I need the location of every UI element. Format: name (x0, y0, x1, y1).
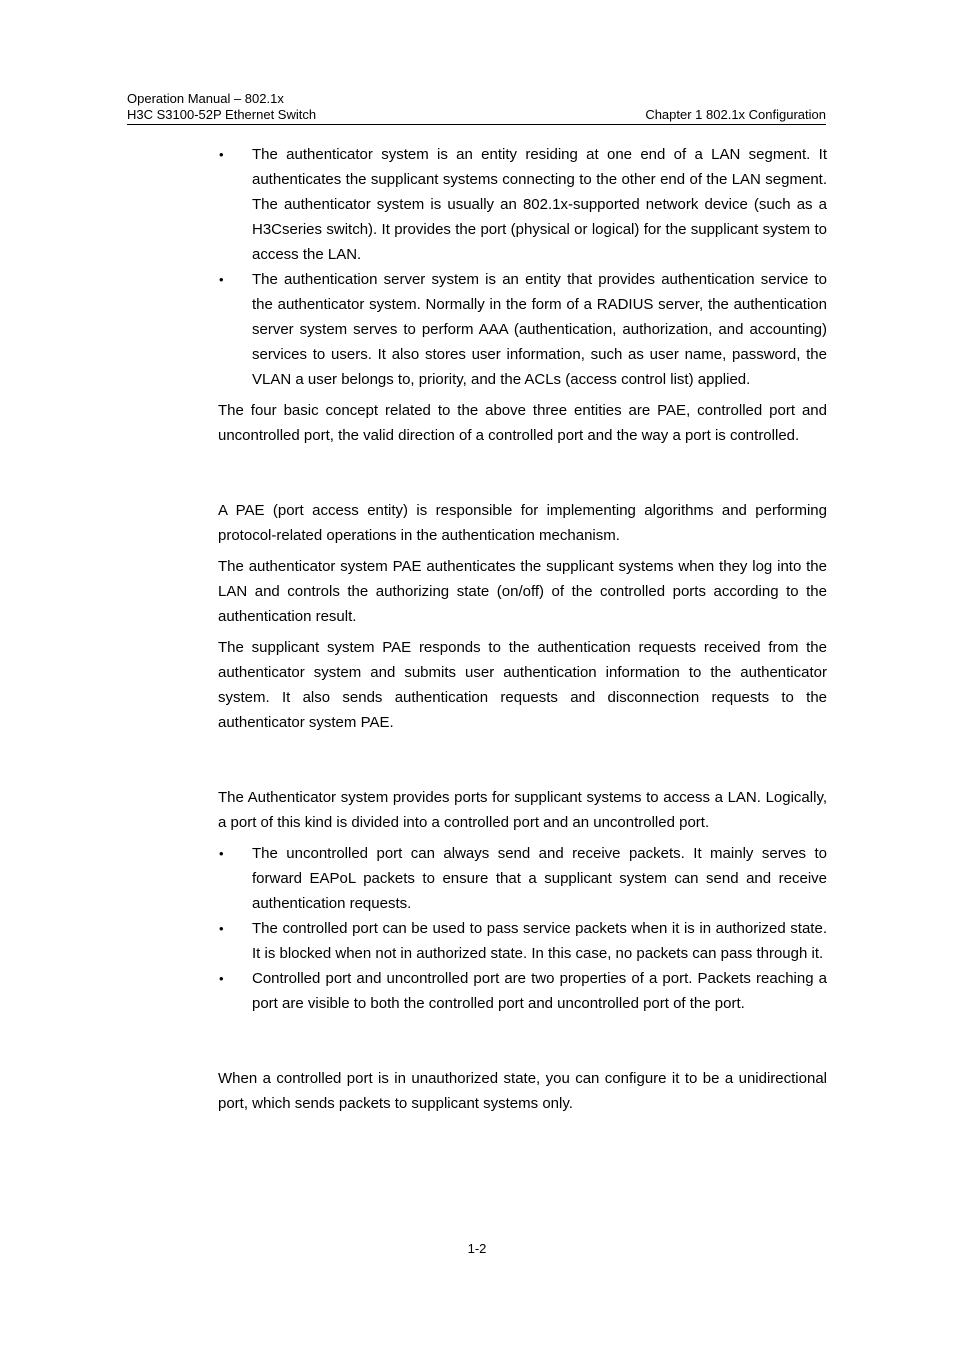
bullet-icon: • (219, 147, 224, 162)
direction-paragraph: When a controlled port is in unauthorized state, you can configure it to be a unidirectional port, which sends packets to supplicant systems only. (218, 1070, 827, 1112)
list-item (218, 841, 827, 916)
concepts-paragraph: The four basic concept related to the above three entities are PAE, controlled port and uncontrolled port, the valid direction of a controlled port and the way a port is controlled. (218, 402, 827, 444)
list-item (218, 267, 827, 392)
page-number: 1-2 (467, 1241, 487, 1256)
page-body (218, 142, 827, 1116)
bullet-icon: • (219, 846, 224, 861)
ports-intro-paragraph: The Authenticator system provides ports for supplicant systems to access a LAN. Logically, a port of this kind is divided into a controlled port and an uncontrolled port. (218, 789, 827, 831)
header-line-1 (127, 91, 826, 107)
header-divider (127, 124, 826, 125)
bullet-icon: • (219, 272, 224, 287)
product-name: H3C S3100-52P Ethernet Switch (127, 107, 317, 122)
bullet-icon: • (219, 971, 224, 986)
pae-paragraph: A PAE (port access entity) is responsible for implementing algorithms and performing protocol-related operations in the authentication mechanism. (218, 502, 827, 544)
manual-title: Operation Manual – 802.1x (127, 91, 284, 106)
list-item (218, 916, 827, 966)
list-item-text: The uncontrolled port can always send and receive packets. It mainly serves to forward EAPoL packets to ensure that a supplicant system can send and receive authentication requests. (252, 845, 827, 912)
pae-paragraph: The authenticator system PAE authenticates the supplicant systems when they log into the LAN and controls the authorizing state (on/off) of the controlled ports according to the authentication result. (218, 558, 827, 625)
pae-paragraph: The supplicant system PAE responds to the authentication requests received from the authenticator system and submits user authentication information to the authenticator system. It also sends authentication requests and disconnection requests to the authenticator system PAE. (218, 639, 827, 731)
chapter-title: Chapter 1 802.1x Configuration (645, 107, 826, 122)
list-item-text: The controlled port can be used to pass service packets when it is in authorized state. It is blocked when not in authorized state. In this case, no packets can pass through it. (252, 920, 827, 962)
list-item-text: Controlled port and uncontrolled port are two properties of a port. Packets reaching a port are visible to both the controlled port and uncontrolled port of the port. (252, 970, 827, 1012)
page-header (127, 91, 826, 123)
list-item-text: The authentication server system is an entity that provides authentication service to the authenticator system. Normally in the form of a RADIUS server, the authentication server system serves to perform AAA (authentication, authorization, and accounting) services to users. It also stores user information, such as user name, password, the VLAN a user belongs to, priority, and the ACLs (access control list) applied. (252, 271, 827, 388)
port-bullet-list (218, 841, 827, 1016)
bullet-icon: • (219, 921, 224, 936)
list-item (218, 142, 827, 267)
header-line-2 (127, 107, 826, 123)
list-item-text: The authenticator system is an entity residing at one end of a LAN segment. It authenticates the supplicant systems connecting to the other end of the LAN segment. The authenticator system is usually an 802.1x-supported network device (such as a H3Cseries switch). It provides the port (physical or logical) for the supplicant system to access the LAN. (252, 146, 827, 263)
list-item (218, 966, 827, 1016)
entity-bullet-list (218, 142, 827, 392)
